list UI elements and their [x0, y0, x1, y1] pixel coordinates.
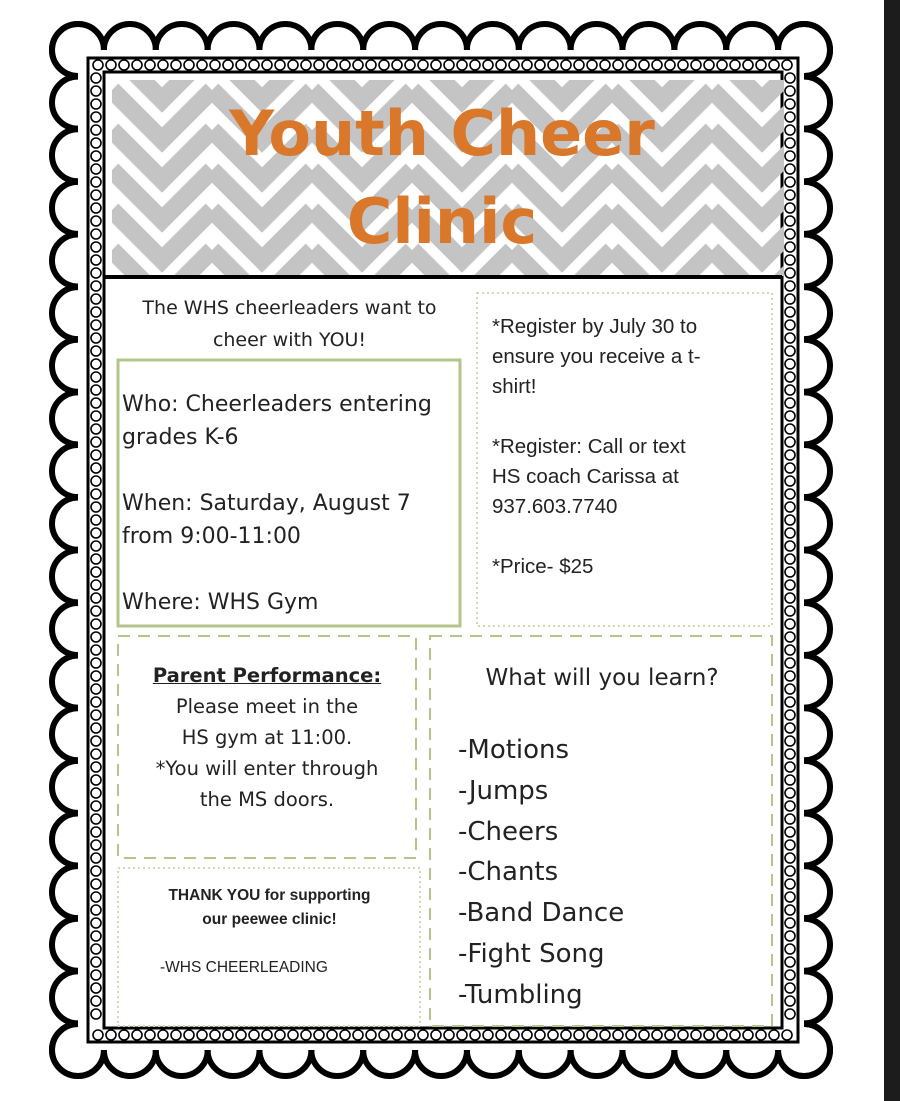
reg-line-4: *Register: Call or text — [492, 435, 686, 458]
parent-performance — [122, 660, 412, 815]
thanks-note — [122, 884, 417, 980]
learn-item: -Cheers — [458, 816, 559, 847]
performance-line-1: Please meet in the — [175, 695, 359, 718]
learn-item: -Tumbling — [458, 979, 583, 1010]
intro-line-1: The WHS cheerleaders want to — [142, 297, 437, 319]
learn-item: -Jumps — [458, 775, 549, 806]
who-line-1: Who: Cheerleaders entering — [122, 392, 432, 417]
reg-line-3: shirt! — [492, 375, 537, 398]
flyer-title — [0, 90, 884, 266]
screen-edge — [884, 0, 900, 1101]
title-line-1: Youth Cheer — [229, 97, 655, 170]
reg-line-5: HS coach Carissa at — [492, 465, 679, 488]
reg-price: *Price- $25 — [492, 555, 594, 578]
learn-title: What will you learn? — [485, 665, 719, 691]
intro-text — [112, 292, 467, 356]
reg-line-1: *Register by July 30 to — [492, 315, 698, 338]
performance-line-4: the MS doors. — [199, 788, 335, 811]
learn-item: -Motions — [458, 735, 570, 765]
performance-line-2: HS gym at 11:00. — [181, 726, 353, 749]
learn-item: -Chants — [458, 857, 559, 888]
when-line-2: from 9:00-11:00 — [122, 524, 301, 549]
who-line-2: grades K-6 — [122, 425, 239, 450]
thanks-line-1: THANK YOU for supporting — [168, 887, 371, 904]
where-line: Where: WHS Gym — [122, 590, 319, 615]
reg-phone: 937.603.7740 — [492, 495, 618, 518]
thanks-line-2: our peewee clinic! — [202, 911, 337, 928]
when-line-1: When: Saturday, August 7 — [122, 491, 411, 516]
learn-item: -Fight Song — [458, 938, 605, 969]
registration-info — [492, 312, 762, 582]
learn-list — [458, 730, 758, 1016]
intro-line-2: cheer with YOU! — [212, 329, 367, 351]
event-details — [122, 388, 462, 619]
title-line-2: Clinic — [346, 185, 538, 258]
performance-line-3: *You will enter through — [155, 757, 379, 780]
reg-line-2: ensure you receive a t- — [492, 345, 701, 368]
thanks-signature: -WHS CHEERLEADING — [160, 959, 328, 976]
learn-item: -Band Dance — [458, 898, 625, 929]
performance-title: Parent Performance: — [152, 664, 382, 687]
